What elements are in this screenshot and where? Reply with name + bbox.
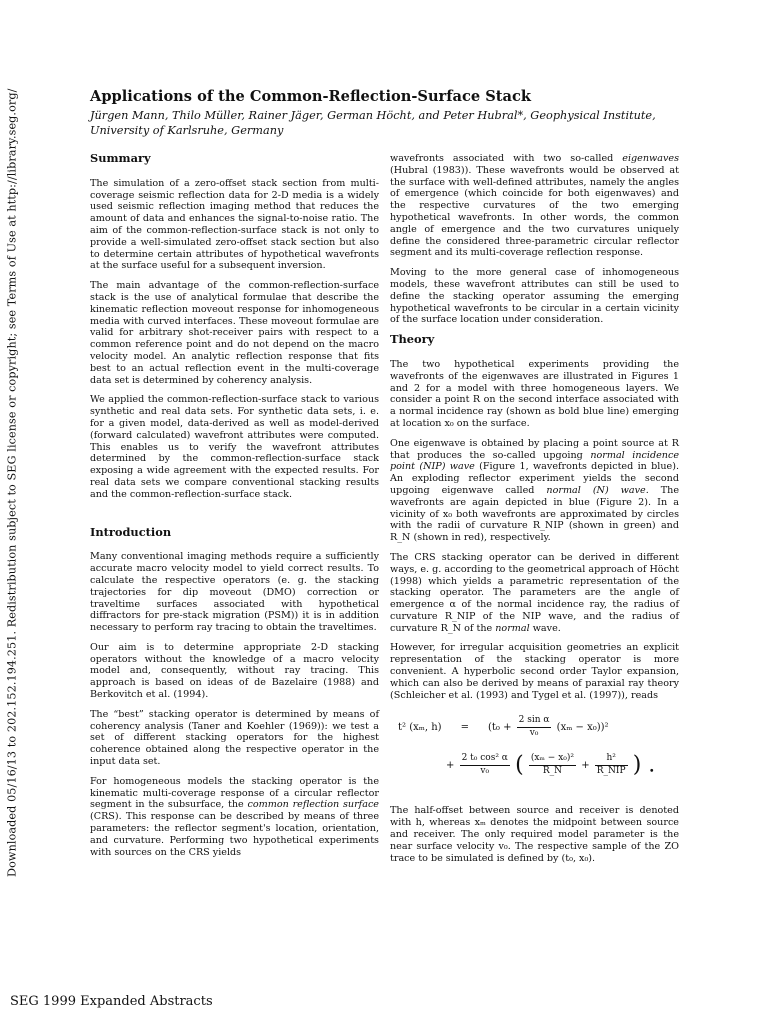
theory-paragraph-5: The half-offset between source and receiver is denoted with h, whereas xₘ denotes the midpoint between source and receiver. The only required model parameter is the near surface velocity v₀. The respective sample of the ZO trace to be simulated is defined by (t₀, x₀).: [390, 805, 679, 864]
summary-paragraph-2: The main advantage of the common-reflection-surface stack is the use of analytical formulae that describe the kinematic reflection moveout response for inhomogeneous media with curved interfaces. These moveout formulae are valid for arbitrary shot-receiver pairs with respect to a common reference point and do not depend on the macro velocity model. An analytic reflection response that fits best to an actual reflection event in the multi-coverage data set is determined by coherency analysis.: [90, 280, 379, 386]
paper-title: Applications of the Common-Reflection-Surface Stack: [90, 88, 531, 105]
download-notice: [2, 88, 22, 890]
author-line: Jürgen Mann, Thilo Müller, Rainer Jäger, German Höcht, and Peter Hubral*, Geophysical Institute, University of Karlsruhe, Germany: [90, 109, 656, 137]
equation-row-1: t² (xₘ, h) = (t₀ + $\frac{\text{2 sin α}}{\text{v₀}}$ (xₘ − x₀))²: [398, 715, 609, 739]
introduction-paragraph-3: The “best” stacking operator is determined by means of coherency analysis (Taner and Koehler (1969)): we test a set of different stacking operators for the highest coherence obtained along the respective operator in the input data set.: [90, 708, 379, 768]
right-column: [390, 153, 679, 872]
summary-paragraph-1: The simulation of a zero-offset stack section from multi-coverage seismic reflection data for 2-D media is a widely used seismic reflection imaging method that reduces the amount of data and enhances the signal-to-noise ratio. The aim of the common-reflection-surface stack is not only to provide a well-simulated zero-offset stack section but also to determine certain attributes of hypothetical wavefronts at the surface useful for a subsequent inversion.: [90, 177, 379, 272]
theory-heading: Theory: [390, 332, 435, 347]
equation-row-2: + $\frac{\text{2 t₀ cos² α}}{\text{v₀}}$ ( $\frac{\text{(xₘ − x₀)²}}{R\_N}$ + $\frac{\text{h²}}{\text{R\_NIP}}$ ) .: [446, 752, 656, 778]
download-notice-text: Downloaded 05/16/13 to 202.152.194.251. Redistribution subject to SEG license or copyright; see Terms of Use at http://library.seg.org/: [5, 88, 19, 877]
theory-paragraph-2: One eigenwave is obtained by placing a point source at R that produces the so-called upgoing normal incidence point (NIP) wave (Figure 1, wavefronts depicted in blue). An exploding reflector experiment yields the second upgoing eigenwave called normal (N) wave. The wavefronts are again depicted in blue (Figure 2). In a vicinity of x₀ both wavefronts are approximated by circles with the radii of curvature R_NIP (shown in green) and R_N (shown in red), respectively.: [390, 437, 680, 544]
summary-paragraph-3: We applied the common-reflection-surface stack to various synthetic and real data sets. For synthetic data sets, i. e. for a given model, data-derived as well as model-derived (forward calculated) wavefront attributes were computed. This enables us to verify the wavefront attributes determined by the common-reflection-surface stack exposing a wide agreement with the expected results. For real data sets we compare conventional stacking results and the common-reflection-surface stack.: [90, 394, 379, 500]
summary-heading: Summary: [90, 151, 151, 165]
introduction-paragraph-4: For homogeneous models the stacking operator is the kinematic multi-coverage response of a circular reflector segment in the subsurface, the common reflection surface (CRS). This response can be described by means of three parameters: the reflector segment's location, orientation, and curvature. Performing two hypothetical experiments with sources on the CRS yields: [90, 775, 379, 858]
introduction-heading: Introduction: [90, 524, 172, 539]
theory-paragraph-3: The CRS stacking operator can be derived in different ways, e. g. according to the geometrical approach of Höcht (1998) which yields a parametric representation of the stacking operator. The parameters are the angle of emergence α of the normal incidence ray, the radius of curvature R_NIP of the NIP wave, and the radius of curvature R_N of the normal wave.: [390, 551, 679, 634]
body-paragraph-eigenwaves: wavefronts associated with two so-called eigenwaves (Hubral (1983)). These wavefronts would be observed at the surface with well-defined attributes, namely the angles of emergence (which coincide for both eigenwaves) and the respective curvatures of the two emerging hypothetical wavefronts. In other words, the common angle of emergence and the two curvatures uniquely define the considered three-parametric circular reflector segment and its multi-coverage reflection response.: [390, 153, 679, 259]
introduction-paragraph-2: Our aim is to determine appropriate 2-D stacking operators without the knowledge of a macro velocity model and, consequently, without ray tracing. This approach is based on ideas of de Bazelaire (1988) and Berkovitch et al. (1994).: [90, 641, 379, 701]
theory-paragraph-4: However, for irregular acquisition geometries an explicit representation of the stacking operator is more convenient. A hyperbolic second order Taylor expansion, which can also be derived by means of paraxial ray theory (Schleicher et al. (1993) and Tygel et al. (1997)), reads: [390, 642, 679, 701]
body-paragraph-inhomogeneous: Moving to the more general case of inhomogeneous models, these wavefront attributes can still be used to define the stacking operator assuming the emerging hypothetical wavefronts to be circular in a certain vicinity of the surface location under consideration.: [390, 267, 679, 326]
crs-traveltime-equation: [390, 709, 679, 793]
left-column: [90, 153, 379, 866]
conference-footer: SEG 1999 Expanded Abstracts: [10, 994, 213, 1009]
theory-paragraph-1: The two hypothetical experiments providing the wavefronts of the eigenwaves are illustrated in Figures 1 and 2 for a model with three homogeneous layers. We consider a point R on the second interface associated with a normal incidence ray (shown as bold blue line) emerging at location x₀ on the surface.: [390, 358, 679, 429]
introduction-paragraph-1: Many conventional imaging methods require a sufficiently accurate macro velocity model to yield correct results. To calculate the respective operators (e. g. the stacking trajectories for dip moveout (DMO) correction or traveltime surfaces associated with hypothetical diffractors for pre-stack migration (PSM)) it is in addition necessary to perform ray tracing to obtain the traveltimes.: [90, 551, 379, 634]
